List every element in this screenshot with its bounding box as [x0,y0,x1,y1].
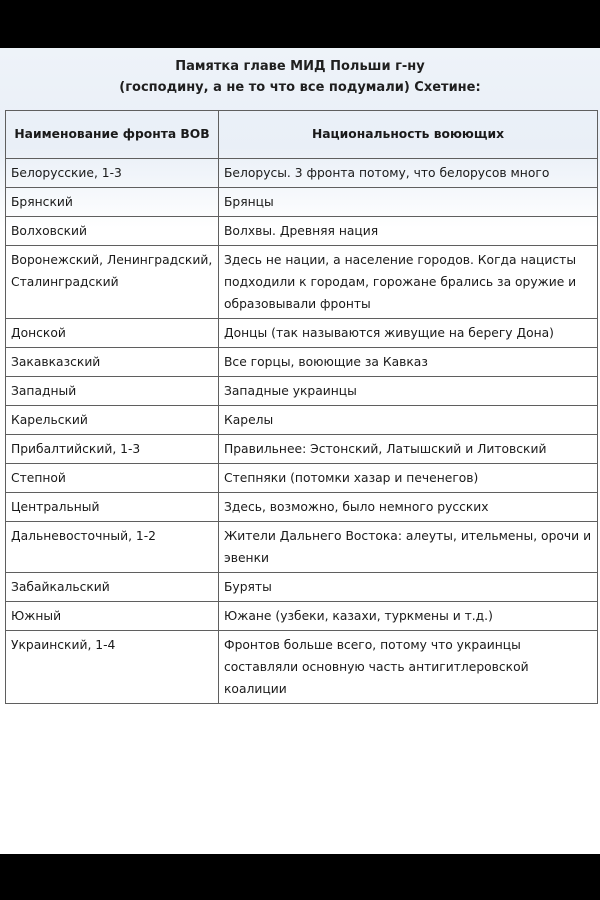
table-row [6,319,598,348]
nationality-cell: Буряты [219,573,598,602]
nationality-cell: Фронтов больше всего, потому что украинцы составляли основную часть антигитлеровской коалиции [219,631,598,704]
nationality-cell: Все горцы, воюющие за Кавказ [219,348,598,377]
table-row [6,377,598,406]
table-row [6,348,598,377]
front-name-cell: Степной [6,464,219,493]
front-name-cell: Брянский [6,188,219,217]
table-row [6,159,598,188]
table-row [6,493,598,522]
table-row [6,631,598,704]
front-name-cell: Волховский [6,217,219,246]
front-name-cell: Западный [6,377,219,406]
front-name-cell: Центральный [6,493,219,522]
table-row [6,435,598,464]
front-name-cell: Карельский [6,406,219,435]
nationality-cell: Донцы (так называются живущие на берегу Дона) [219,319,598,348]
nationality-cell: Западные украинцы [219,377,598,406]
nationality-cell: Здесь, возможно, было немного русских [219,493,598,522]
front-name-cell: Воронежский, Ленинградский, Сталинградский [6,246,219,319]
header-front-name: Наименование фронта ВОВ [6,111,219,159]
front-name-cell: Южный [6,602,219,631]
front-name-cell: Украинский, 1-4 [6,631,219,704]
table-row [6,406,598,435]
table-header-row [6,111,598,159]
nationality-cell: Степняки (потомки хазар и печенегов) [219,464,598,493]
fronts-table [5,110,598,704]
nationality-cell: Брянцы [219,188,598,217]
nationality-cell: Южане (узбеки, казахи, туркмены и т.д.) [219,602,598,631]
front-name-cell: Дальневосточный, 1-2 [6,522,219,573]
table-row [6,522,598,573]
nationality-cell: Белорусы. 3 фронта потому, что белорусов много [219,159,598,188]
front-name-cell: Прибалтийский, 1-3 [6,435,219,464]
table-row [6,464,598,493]
nationality-cell: Волхвы. Древняя нация [219,217,598,246]
title-line-1: Памятка главе МИД Польши г-ну [175,59,425,74]
nationality-cell: Правильнее: Эстонский, Латышский и Литовский [219,435,598,464]
page-title [0,56,600,98]
title-line-2: (господину, а не то что все подумали) Схетине: [119,80,481,95]
table-row [6,246,598,319]
front-name-cell: Белорусские, 1-3 [6,159,219,188]
nationality-cell: Жители Дальнего Востока: алеуты, ительмены, орочи и эвенки [219,522,598,573]
nationality-cell: Здесь не нации, а население городов. Когда нацисты подходили к городам, горожане брались за оружие и образовывали фронты [219,246,598,319]
memo-sheet [0,48,600,854]
front-name-cell: Донской [6,319,219,348]
header-nationality: Национальность воюющих [219,111,598,159]
table-row [6,602,598,631]
front-name-cell: Забайкальский [6,573,219,602]
table-row [6,217,598,246]
table-row [6,573,598,602]
front-name-cell: Закавказский [6,348,219,377]
nationality-cell: Карелы [219,406,598,435]
table-row [6,188,598,217]
